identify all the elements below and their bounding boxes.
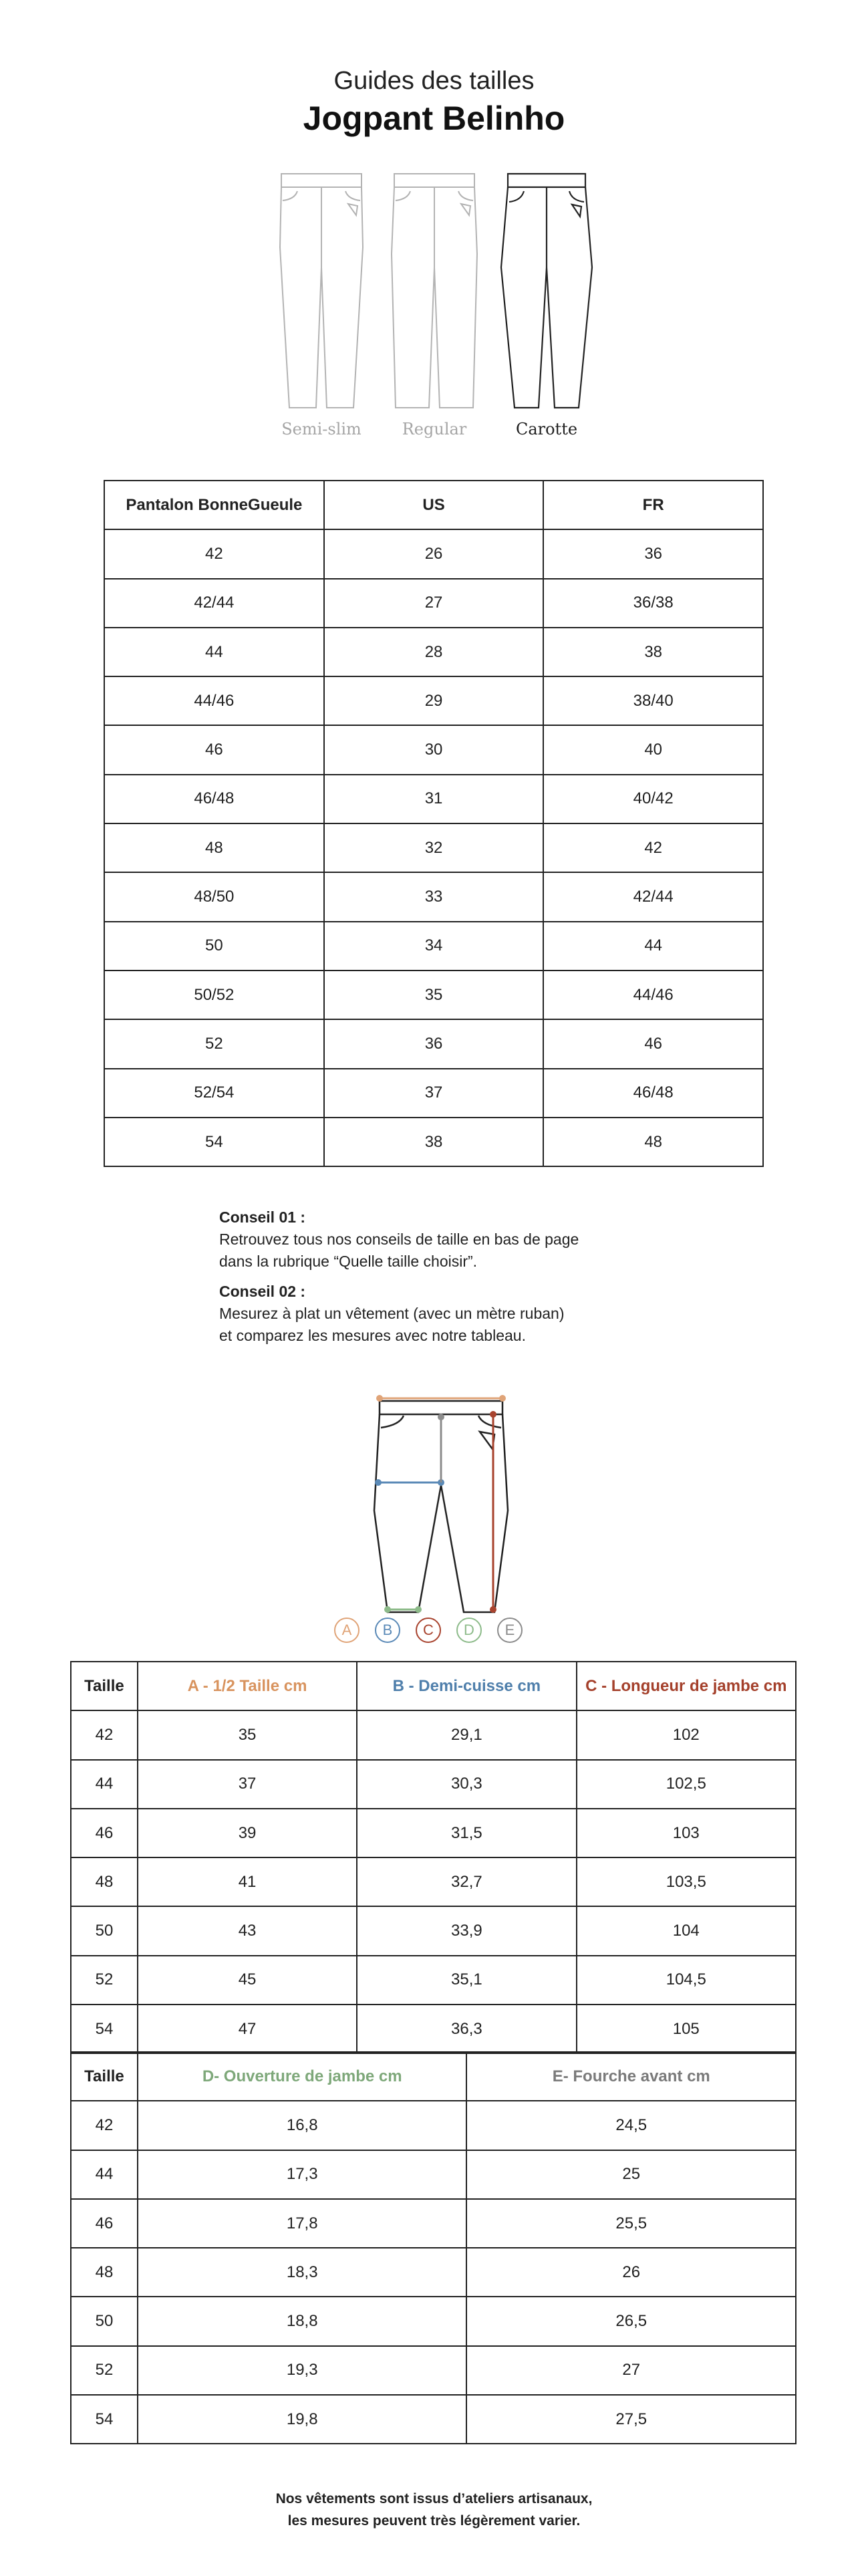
cell-bg: 54 [104, 1118, 324, 1166]
cell-a: 35 [138, 1710, 357, 1759]
cell-fr: 42 [543, 823, 763, 872]
cell-us: 29 [324, 676, 544, 725]
cell-d: 17,3 [138, 2150, 467, 2199]
cell-e: 25 [466, 2150, 796, 2199]
measurement-legend [0, 1618, 868, 1646]
table-row [71, 1760, 796, 1809]
cell-fr: 36 [543, 529, 763, 578]
col-header-taille: Taille [71, 1662, 138, 1710]
cell-fr: 40 [543, 725, 763, 774]
cell-taille: 54 [71, 2005, 138, 2053]
cell-fr: 44/46 [543, 971, 763, 1019]
cell-us: 37 [324, 1069, 544, 1118]
cell-fr: 46 [543, 1019, 763, 1068]
fit-label-carotte: Carotte [515, 420, 578, 438]
cell-taille: 48 [71, 1857, 138, 1906]
measurements-table-abc [70, 1661, 797, 2054]
cell-taille: 46 [71, 1809, 138, 1857]
cell-us: 38 [324, 1118, 544, 1166]
cell-bg: 44 [104, 628, 324, 676]
cell-taille: 42 [71, 2101, 138, 2150]
legend-a: A [334, 1618, 359, 1643]
size-conversion-table [104, 480, 764, 1167]
cell-taille: 52 [71, 1956, 138, 2005]
col-header-taille: Taille [71, 2052, 138, 2101]
table-row [104, 1118, 763, 1166]
table-row [71, 2346, 796, 2395]
cell-e: 26,5 [466, 2297, 796, 2345]
cell-bg: 46/48 [104, 775, 324, 823]
table-row [104, 1019, 763, 1068]
tip-02 [219, 1281, 687, 1347]
tip-02-title: Conseil 02 : [219, 1283, 306, 1300]
table-row [71, 2248, 796, 2297]
table-row [71, 2150, 796, 2199]
cell-d: 19,8 [138, 2395, 467, 2444]
cell-us: 31 [324, 775, 544, 823]
fit-silhouettes [0, 167, 868, 448]
table-row [71, 2297, 796, 2345]
table-row [104, 922, 763, 971]
cell-bg: 42 [104, 529, 324, 578]
cell-fr: 38/40 [543, 676, 763, 725]
cell-taille: 42 [71, 1710, 138, 1759]
cell-d: 19,3 [138, 2346, 467, 2395]
cell-taille: 52 [71, 2346, 138, 2395]
cell-bg: 46 [104, 725, 324, 774]
cell-bg: 44/46 [104, 676, 324, 725]
col-header-b: B - Demi-cuisse cm [357, 1662, 576, 1710]
regular-pants-icon [388, 167, 481, 414]
cell-bg: 42/44 [104, 579, 324, 628]
cell-bg: 48/50 [104, 872, 324, 921]
footer-line-1: Nos vêtements sont issus d’ateliers artisanaux, [275, 2491, 593, 2506]
col-header-d: D- Ouverture de jambe cm [138, 2052, 467, 2101]
col-header-bonnegueule: Pantalon BonneGueule [104, 481, 324, 529]
legend-c: C [416, 1618, 441, 1643]
cell-taille: 44 [71, 1760, 138, 1809]
table-row [104, 529, 763, 578]
cell-b: 30,3 [357, 1760, 576, 1809]
cell-d: 16,8 [138, 2101, 467, 2150]
table-row [71, 2005, 796, 2053]
cell-a: 45 [138, 1956, 357, 2005]
table-row [104, 579, 763, 628]
table-row [104, 676, 763, 725]
table-row [71, 2199, 796, 2248]
cell-taille: 44 [71, 2150, 138, 2199]
cell-e: 26 [466, 2248, 796, 2297]
cell-e: 24,5 [466, 2101, 796, 2150]
cell-a: 39 [138, 1809, 357, 1857]
cell-c: 105 [577, 2005, 796, 2053]
col-header-a: A - 1/2 Taille cm [138, 1662, 357, 1710]
cell-a: 47 [138, 2005, 357, 2053]
pants-measurement-icon [0, 1384, 868, 1618]
cell-bg: 50/52 [104, 971, 324, 1019]
tip-01 [219, 1206, 687, 1273]
table-row [104, 971, 763, 1019]
cell-b: 31,5 [357, 1809, 576, 1857]
table-row [71, 2395, 796, 2444]
cell-c: 104,5 [577, 1956, 796, 2005]
tip-01-line-1: Retrouvez tous nos conseils de taille en bas de page [219, 1231, 579, 1248]
measurements-table-de [70, 2051, 797, 2444]
tip-01-line-2: dans la rubrique “Quelle taille choisir”. [219, 1253, 478, 1270]
footer-note [0, 2488, 868, 2532]
tip-01-title: Conseil 01 : [219, 1208, 306, 1226]
cell-bg: 50 [104, 922, 324, 971]
cell-fr: 46/48 [543, 1069, 763, 1118]
table-header-row [104, 481, 763, 529]
cell-fr: 36/38 [543, 579, 763, 628]
cell-us: 27 [324, 579, 544, 628]
cell-taille: 46 [71, 2199, 138, 2248]
fit-label-regular: Regular [402, 420, 467, 438]
cell-c: 103,5 [577, 1857, 796, 1906]
cell-taille: 48 [71, 2248, 138, 2297]
col-header-c: C - Longueur de jambe cm [577, 1662, 796, 1710]
legend-e: E [497, 1618, 523, 1643]
cell-fr: 48 [543, 1118, 763, 1166]
measurement-diagram [0, 1384, 868, 1651]
cell-a: 43 [138, 1906, 357, 1955]
semi-slim-pants-icon [275, 167, 368, 414]
footer-line-2: les mesures peuvent très légèrement varier. [287, 2513, 581, 2529]
table-row [71, 1710, 796, 1759]
cell-us: 28 [324, 628, 544, 676]
cell-us: 26 [324, 529, 544, 578]
table-row [104, 823, 763, 872]
table-row [71, 2101, 796, 2150]
cell-c: 102,5 [577, 1760, 796, 1809]
cell-d: 18,3 [138, 2248, 467, 2297]
table-row [104, 775, 763, 823]
col-header-us: US [324, 481, 544, 529]
cell-b: 32,7 [357, 1857, 576, 1906]
table-row [71, 1809, 796, 1857]
carotte-pants-icon [500, 167, 593, 414]
cell-taille: 50 [71, 1906, 138, 1955]
cell-us: 32 [324, 823, 544, 872]
tip-02-line-2: et comparez les mesures avec notre tableau. [219, 1327, 526, 1344]
legend-d: D [456, 1618, 482, 1643]
table-row [104, 1069, 763, 1118]
page-title: Jogpant Belinho [303, 100, 565, 137]
cell-c: 102 [577, 1710, 796, 1759]
fit-carotte [486, 167, 607, 448]
cell-fr: 38 [543, 628, 763, 676]
cell-bg: 52 [104, 1019, 324, 1068]
table-row [104, 725, 763, 774]
fit-regular [374, 167, 494, 448]
cell-us: 35 [324, 971, 544, 1019]
cell-d: 17,8 [138, 2199, 467, 2248]
table-row [104, 628, 763, 676]
table-row [104, 872, 763, 921]
cell-d: 18,8 [138, 2297, 467, 2345]
cell-taille: 54 [71, 2395, 138, 2444]
cell-e: 25,5 [466, 2199, 796, 2248]
cell-e: 27 [466, 2346, 796, 2395]
cell-bg: 48 [104, 823, 324, 872]
fit-label-semi-slim: Semi-slim [281, 420, 361, 438]
cell-b: 35,1 [357, 1956, 576, 2005]
table-header-row [71, 1662, 796, 1710]
tip-02-line-1: Mesurez à plat un vêtement (avec un mètre ruban) [219, 1305, 565, 1322]
cell-c: 104 [577, 1906, 796, 1955]
table-header-row [71, 2052, 796, 2101]
table-row [71, 1906, 796, 1955]
cell-fr: 40/42 [543, 775, 763, 823]
cell-us: 30 [324, 725, 544, 774]
col-header-e: E- Fourche avant cm [466, 2052, 796, 2101]
col-header-fr: FR [543, 481, 763, 529]
cell-us: 34 [324, 922, 544, 971]
cell-a: 41 [138, 1857, 357, 1906]
cell-taille: 50 [71, 2297, 138, 2345]
table-row [71, 1956, 796, 2005]
cell-fr: 44 [543, 922, 763, 971]
legend-b: B [375, 1618, 400, 1643]
cell-e: 27,5 [466, 2395, 796, 2444]
table-row [71, 1857, 796, 1906]
cell-b: 29,1 [357, 1710, 576, 1759]
cell-fr: 42/44 [543, 872, 763, 921]
cell-a: 37 [138, 1760, 357, 1809]
cell-b: 36,3 [357, 2005, 576, 2053]
cell-c: 103 [577, 1809, 796, 1857]
cell-us: 33 [324, 872, 544, 921]
sizing-tips [219, 1206, 687, 1355]
cell-us: 36 [324, 1019, 544, 1068]
page-subtitle: Guides des tailles [333, 67, 535, 95]
fit-semi-slim [261, 167, 382, 448]
cell-bg: 52/54 [104, 1069, 324, 1118]
cell-b: 33,9 [357, 1906, 576, 1955]
